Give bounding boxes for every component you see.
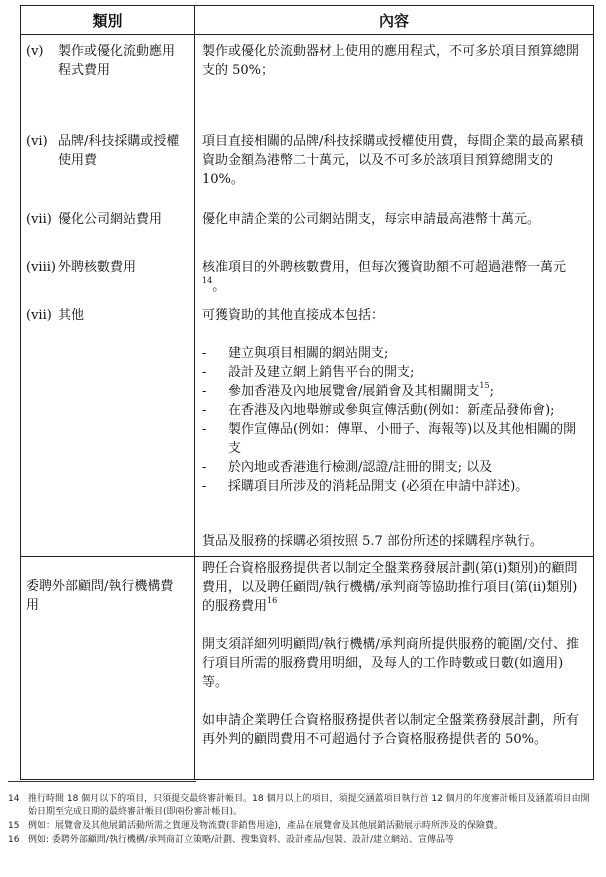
footnote: 15 例如：展覽會及其他展銷活動所需之貨運及物流費(非銷售用途)，產品在展覽會及其他展銷活動展示時所涉及的保險費。 bbox=[8, 821, 504, 831]
list-item: - 設計及建立網上銷售平台的開支; bbox=[202, 365, 415, 380]
list-item: - 建立與項目相關的網站開支; bbox=[202, 346, 389, 361]
category-item: (vii) 其他 bbox=[26, 308, 85, 323]
list-item: - 製作宣傳品(例如：傳單、小冊子、海報等)以及其他相關的開支 bbox=[202, 422, 577, 456]
bullet-list bbox=[202, 344, 586, 496]
content-paragraph: 可獲資助的其他直接成本包括： bbox=[202, 308, 385, 323]
table-row bbox=[21, 557, 593, 779]
header-content: 內容 bbox=[378, 11, 409, 30]
footnote-divider bbox=[8, 781, 196, 782]
footnote-ref: 16 bbox=[267, 596, 278, 605]
category-item: 委聘外部顧問/執行機構費用 bbox=[26, 579, 174, 613]
category-item: (vi) 品牌/科技採購或授權使用費 bbox=[26, 134, 180, 168]
category-cell bbox=[21, 35, 195, 556]
table-row bbox=[21, 35, 593, 557]
footnote-ref: 14 bbox=[202, 276, 213, 285]
content-paragraph: 製作或優化於流動器材上使用的應用程式，不可多於項目預算總開支的 50%； bbox=[202, 44, 580, 78]
eligible-costs-table bbox=[20, 5, 594, 780]
content-paragraph: 聘任合資格服務提供者以制定全盤業務發展計劃(第(i)類別)的顧問費用，以及聘任顧問/執行機構/承判商等協助推行項目(第(ii)類別)的服務費用$^{16}$ bbox=[202, 561, 578, 614]
content-paragraph: 如申請企業聘任合資格服務提供者以制定全盤業務發展計劃，所有再外判的顧問費用不可超過付予合資格服務提供者的 50%。 bbox=[202, 713, 580, 747]
list-item: - 在香港及內地舉辦或參與宣傳活動(例如：新產品發佈會); bbox=[202, 403, 555, 418]
content-paragraph: 項目直接相關的品牌/科技採購或授權使用費，每間企業的最高累積資助金額為港幣二十萬元，以及不可多於該項目預算總開支的 10%。 bbox=[202, 134, 584, 187]
content-paragraph: 開支須詳細列明顧問/執行機構/承判商所提供服務的範圍/交付、推行項目所需的服務費用明細，及每人的工作時數或日數(如適用)等。 bbox=[202, 637, 580, 690]
category-cell bbox=[21, 557, 195, 779]
footnotes bbox=[8, 793, 594, 848]
content-paragraph: 核准項目的外聘核數費用，但每次獲資助額不可超過港幣一萬元$^{14}$。 bbox=[202, 260, 567, 294]
header-category: 類別 bbox=[21, 6, 195, 34]
footnote: 14 推行時間 18 個月以下的項目，只須提交最終審計帳目。18 個月以上的項目，須提交涵蓋項目執行首 12 個月的年度審計帳目及涵蓋項目由開始日期至完成日期的最終審計帳目(即兩份審計帳目)。 bbox=[8, 794, 590, 817]
category-item: (v) 製作或優化流動應用程式費用 bbox=[26, 44, 176, 78]
category-item: (vii) 優化公司網站費用 bbox=[26, 212, 163, 227]
footnote-ref: 15 bbox=[479, 381, 490, 390]
list-item: - 採購項目所涉及的消耗品開支 (必須在申請中詳述)。 bbox=[202, 479, 529, 494]
list-item: - 於內地或香港進行檢測/認證/註冊的開支; 以及 bbox=[202, 460, 493, 475]
list-item: - 參加香港及內地展覽會/展銷會及其相關開支$^{15}$; bbox=[202, 381, 494, 399]
content-cell bbox=[195, 557, 593, 779]
table-header bbox=[21, 6, 593, 35]
content-paragraph: 優化申請企業的公司網站開支，每宗申請最高港幣十萬元。 bbox=[202, 212, 541, 227]
content-cell bbox=[195, 35, 593, 556]
procurement-note: 貨品及服務的採購必須按照 5.7 部份所述的採購程序執行。 bbox=[202, 534, 543, 549]
category-item: (viii) 外聘核數費用 bbox=[26, 260, 137, 275]
footnote: 16 例如: 委聘外部顧問/執行機構/承判商訂立策略/計劃、搜集資料、設計產品/包裝、設計/建立網站、宣傳品等 bbox=[8, 835, 455, 845]
